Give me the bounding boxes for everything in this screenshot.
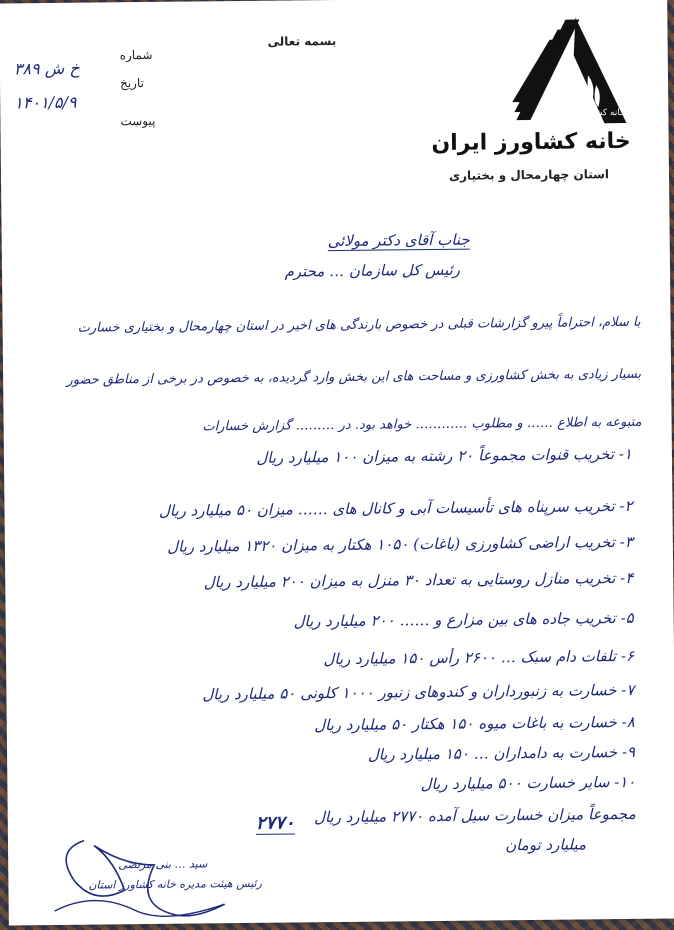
damage-item-8: ۸- خسارت به باغات میوه ۱۵۰ هکتار ۵۰ میلیارد ریال [314,712,635,735]
recipient-line-1: جناب آقای دکتر مولائی [327,230,470,251]
damage-item-4: ۴- تخریب منازل روستایی به تعداد ۳۰ منزل به میزان ۲۰۰ میلیارد ریال [203,568,634,592]
damage-item-7: ۷- خسارت به زنبورداران و کندوهای زنبور ۱۰۰۰ کلونی ۵۰ میلیارد ریال [202,680,635,704]
date-label: تاریخ [119,76,144,91]
damage-item-3: ۳- تخریب اراضی کشاورزی (باغات) ۱۰۵۰ هکتار به میزان ۱۳۲۰ میلیارد ریال [167,532,633,556]
number-value: ۳۸۹ خ ش [13,58,80,79]
total-unit-line: میلیارد تومان [505,835,587,855]
attachment-label: پیوست [120,113,156,129]
number-label: شماره [119,47,153,63]
total-line: مجموعاً میزان خسارت سیل آمده ۲۷۷۰ میلیارد ریال [313,804,636,827]
body-line: بسیار زیادی به بخش کشاورزی و مساحت های این بخش وارد گردیده، به خصوص در برخی از مناطق حضور [66,366,642,388]
body-line: متبوعه به اطلاع …… و مطلوب ………… خواهد بود. در ……… گزارش خسارات [202,414,642,435]
damage-item-2: ۲- تخریب سرپناه های تأسیسات آبی و کانال های …… میزان ۵۰ میلیارد ریال [158,496,633,520]
damage-item-1: ۱- تخریب قنوات مجموعاً ۲۰ رشته به میزان ۱۰۰ میلیارد ریال [256,444,633,467]
signature-name: سید … بنی مرتضی [118,857,208,872]
recipient-line-2: رئیس کل سازمان … محترم [284,260,461,281]
body-line: با سلام، احتراماً پیرو گزارشات قبلی در خصوص بارندگی های اخیر در استان چهارمحال و بختیاری خسارت [77,314,641,336]
date-value: ۱۴۰۱/۵/۹ [14,92,77,113]
org-logo-icon [507,15,628,126]
damage-item-6: ۶- تلفات دام سبک … ۲۶۰۰ رأس ۱۵۰ میلیارد ریال [323,646,635,669]
logo-text: خانه کشاورز [579,107,626,119]
signature-title: رئیس هیئت مدیره خانه کشاورز استان [88,876,262,892]
total-figure: ۲۷۷۰ [255,812,295,834]
bismillah: بسمه تعالی [267,33,337,49]
damage-item-9: ۹- خسارت به دامداران … ۱۵۰ میلیارد ریال [367,742,636,764]
damage-item-10: ۱۰- سایر خسارت ۵۰۰ میلیارد ریال [420,772,636,794]
org-subtitle: استان چهارمحال و بختیاری [449,167,610,183]
org-name: خانه کشاورز ایران [431,128,631,157]
damage-item-5: ۵- تخریب جاده های بین مزارع و …… ۲۰۰ میلیارد ریال [293,608,634,631]
signature-scribble-icon [44,819,245,921]
